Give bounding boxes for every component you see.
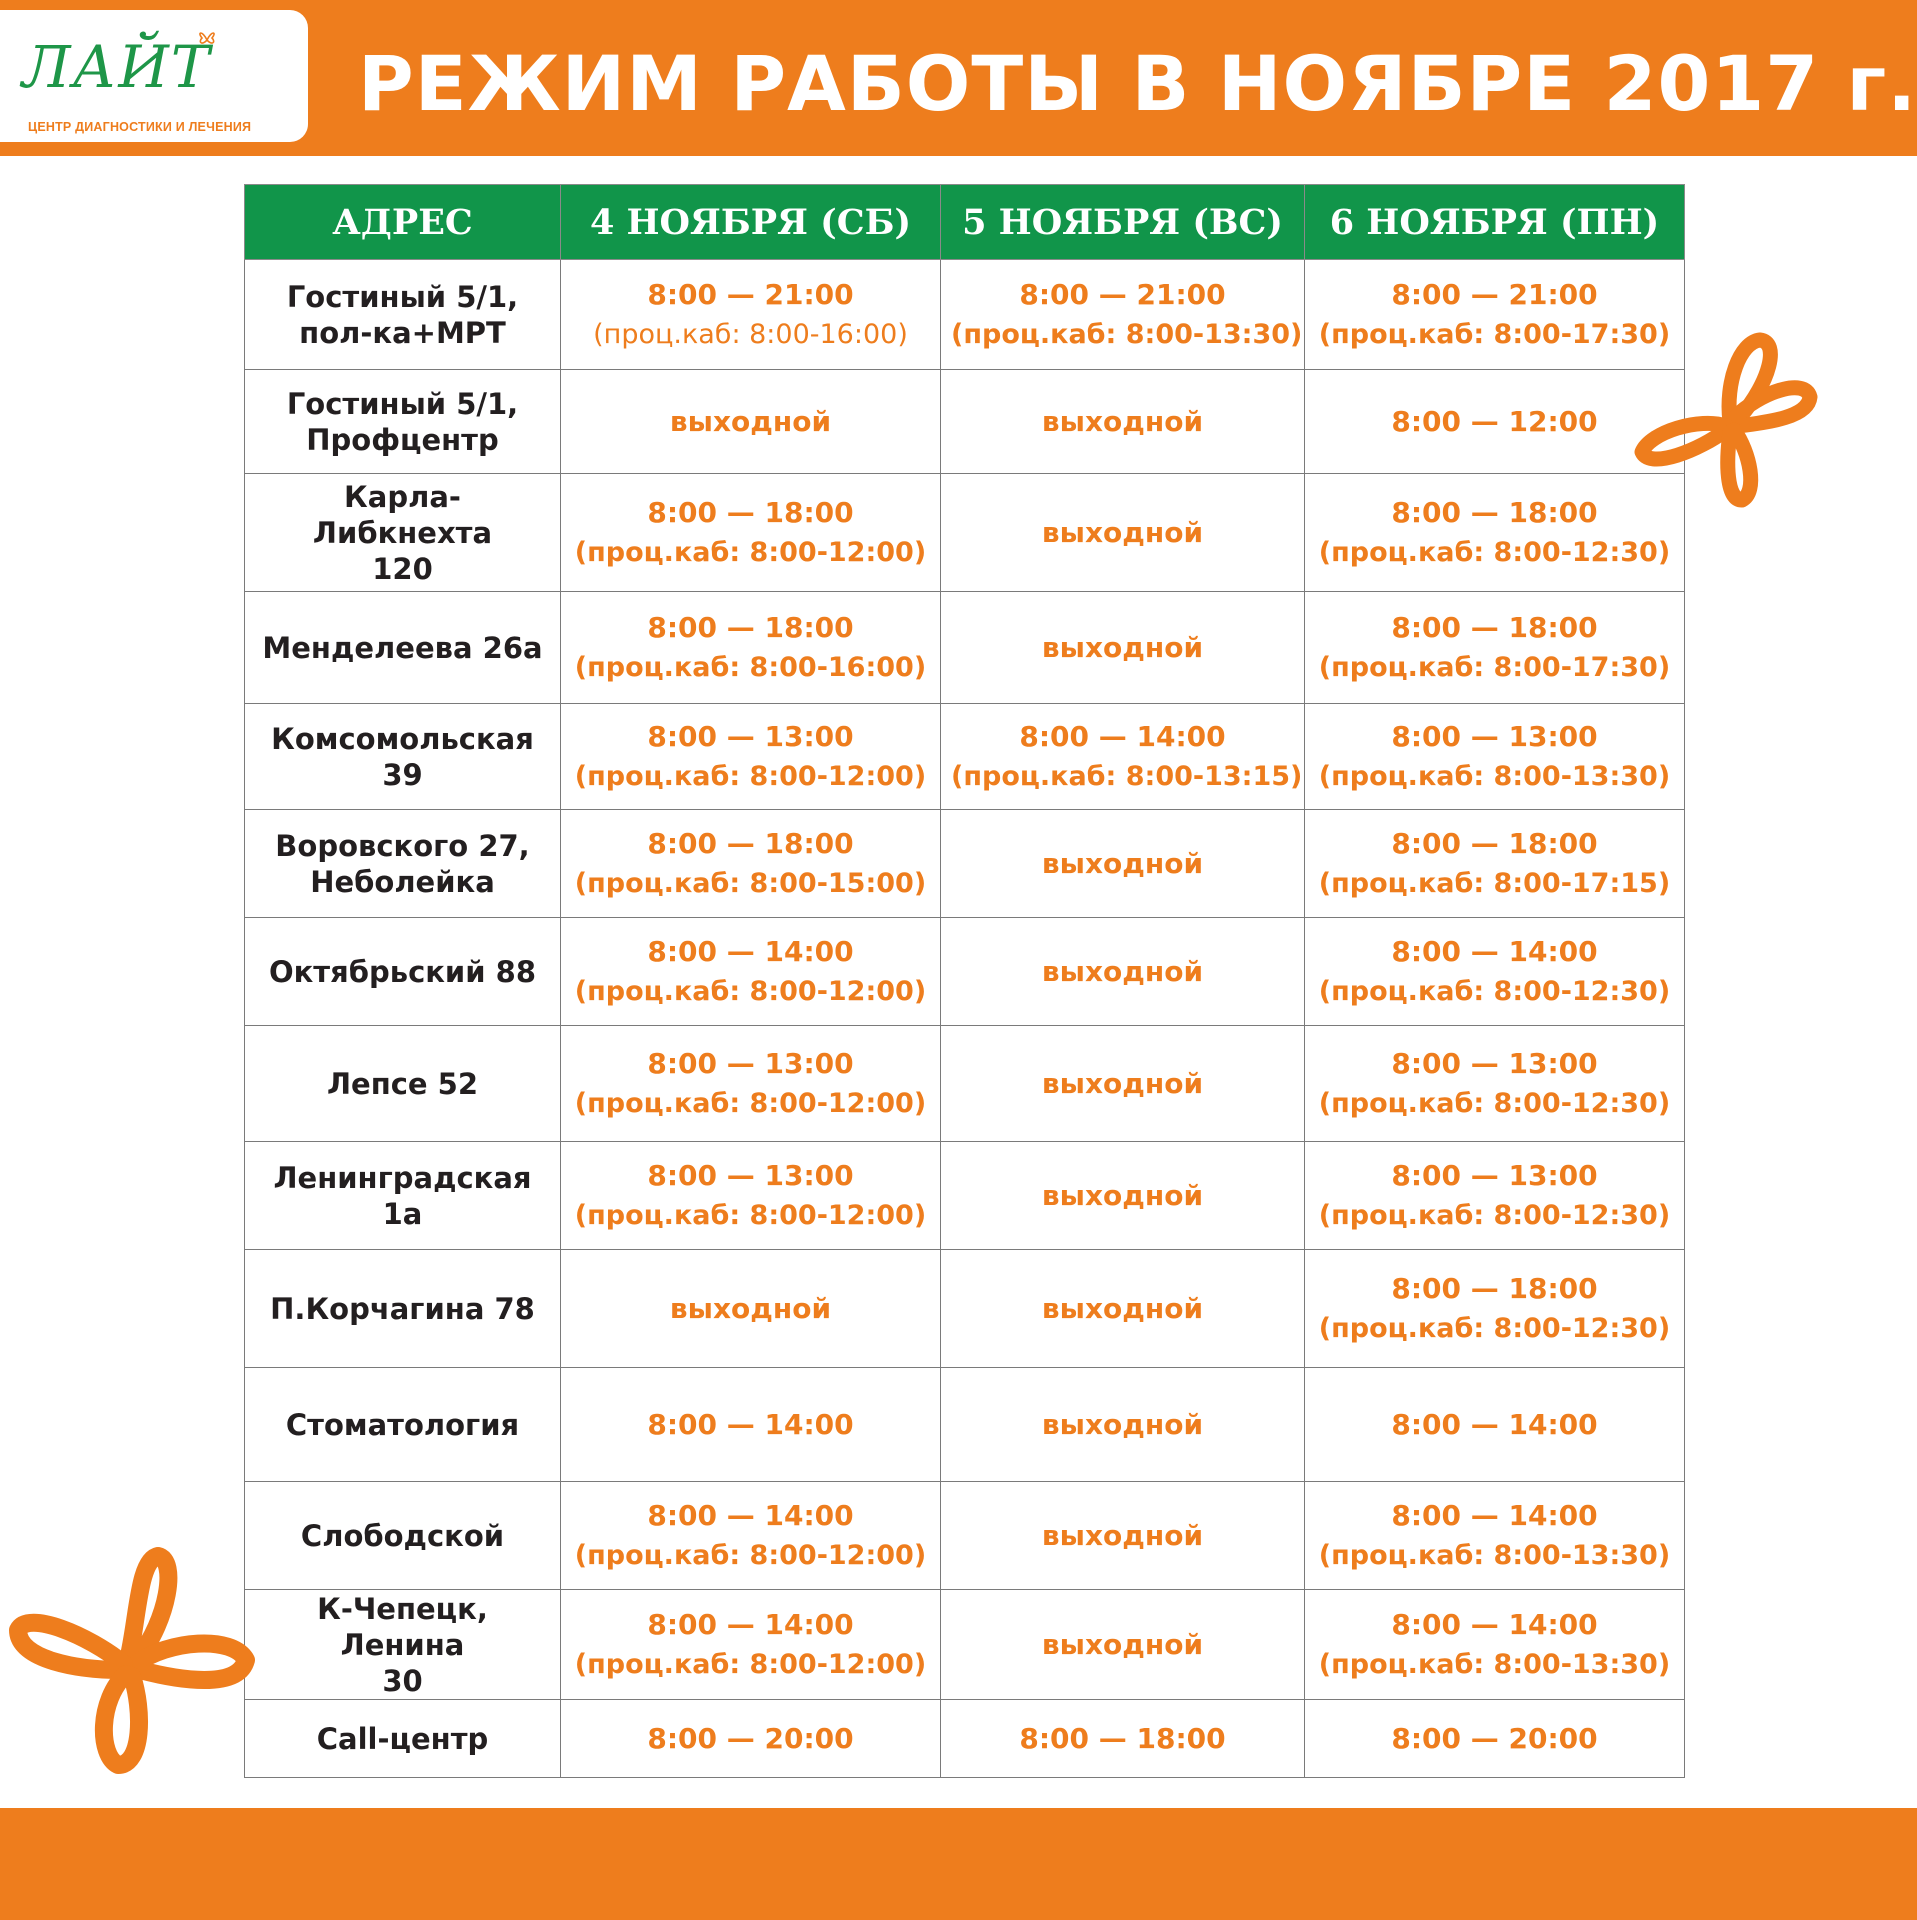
- schedule-cell: [941, 1590, 1305, 1700]
- day-off-label: выходной: [1041, 1178, 1204, 1212]
- address-line: Ленинградская: [273, 1160, 532, 1195]
- column-header-nov-4: 4 НОЯБРЯ (СБ): [561, 185, 941, 260]
- address-cell: [245, 810, 561, 918]
- column-header-nov-6: 6 НОЯБРЯ (ПН): [1305, 185, 1685, 260]
- working-hours: 8:00 — 18:00: [647, 826, 854, 860]
- schedule-cell: [1305, 1700, 1685, 1778]
- address-line: Воровского 27,: [275, 828, 530, 863]
- table-row: [245, 1250, 1685, 1368]
- schedule-cell: [561, 1590, 941, 1700]
- address-line: Call-центр: [316, 1721, 489, 1756]
- day-off-label: выходной: [1041, 515, 1204, 549]
- address-line: Гостиный 5/1,: [286, 279, 519, 314]
- address-line: Неболейка: [310, 864, 495, 899]
- schedule-cell: [561, 1026, 941, 1142]
- table-row: [245, 592, 1685, 704]
- butterfly-decoration-icon: [1630, 322, 1820, 512]
- schedule-cell: [941, 260, 1305, 370]
- address-line: К-Чепецк, Ленина: [317, 1591, 488, 1662]
- schedule-cell: [561, 1142, 941, 1250]
- schedule-cell: [561, 370, 941, 474]
- working-hours: 8:00 — 20:00: [647, 1721, 854, 1755]
- address-line: Слободской: [300, 1518, 505, 1553]
- day-off-label: выходной: [1041, 1291, 1204, 1325]
- working-hours: 8:00 — 14:00: [1019, 719, 1226, 753]
- day-off-label: выходной: [1041, 1627, 1204, 1661]
- address-line: Стоматология: [285, 1407, 520, 1442]
- schedule-cell: [1305, 260, 1685, 370]
- schedule-cell: [561, 1250, 941, 1368]
- working-hours: 8:00 — 14:00: [1391, 934, 1598, 968]
- address-line: Менделеева 26а: [262, 630, 543, 665]
- butterfly-decoration-icon: [8, 1540, 258, 1780]
- schedule-cell: [941, 1142, 1305, 1250]
- table-row: [245, 1590, 1685, 1700]
- working-hours: 8:00 — 13:00: [1391, 1046, 1598, 1080]
- table-row: [245, 474, 1685, 592]
- day-off-label: выходной: [1041, 630, 1204, 664]
- table-row: [245, 1368, 1685, 1482]
- working-hours: 8:00 — 13:00: [1391, 719, 1598, 753]
- working-hours: 8:00 — 14:00: [1391, 1498, 1598, 1532]
- schedule-cell: [941, 1026, 1305, 1142]
- address-cell: [245, 1368, 561, 1482]
- procedure-room-hours: (проц.каб: 8:00-12:30): [1318, 1199, 1671, 1231]
- address-line: Гостиный 5/1,: [286, 386, 519, 421]
- schedule-cell: [561, 474, 941, 592]
- procedure-room-hours: (проц.каб: 8:00-13:30): [1318, 1539, 1671, 1571]
- footer-band: [0, 1808, 1917, 1920]
- day-off-label: выходной: [669, 404, 832, 438]
- address-cell: [245, 474, 561, 592]
- column-header-nov-5: 5 НОЯБРЯ (ВС): [941, 185, 1305, 260]
- schedule-cell: [1305, 474, 1685, 592]
- address-line: 39: [382, 757, 423, 792]
- address-cell: [245, 370, 561, 474]
- day-off-label: выходной: [1041, 846, 1204, 880]
- procedure-room-hours: (проц.каб: 8:00-12:00): [574, 975, 927, 1007]
- schedule-cell: [941, 918, 1305, 1026]
- address-line: Лепсе 52: [326, 1066, 479, 1101]
- address-cell: [245, 1700, 561, 1778]
- schedule-cell: [941, 474, 1305, 592]
- procedure-room-hours: (проц.каб: 8:00-12:00): [574, 1648, 927, 1680]
- address-cell: [245, 704, 561, 810]
- schedule-cell: [1305, 1590, 1685, 1700]
- schedule-cell: [561, 1482, 941, 1590]
- working-hours: 8:00 — 21:00: [1019, 277, 1226, 311]
- day-off-label: выходной: [1041, 1518, 1204, 1552]
- address-cell: [245, 260, 561, 370]
- working-hours: 8:00 — 21:00: [647, 277, 854, 311]
- address-line: 120: [372, 551, 433, 586]
- procedure-room-hours: (проц.каб: 8:00-13:30): [1318, 1648, 1671, 1680]
- working-hours: 8:00 — 14:00: [647, 1407, 854, 1441]
- procedure-room-hours: (проц.каб: 8:00-12:00): [574, 1539, 927, 1571]
- working-hours: 8:00 — 14:00: [647, 934, 854, 968]
- procedure-room-hours: (проц.каб: 8:00-17:30): [1318, 318, 1671, 350]
- working-hours: 8:00 — 18:00: [1391, 495, 1598, 529]
- procedure-room-hours: (проц.каб: 8:00-16:00): [593, 318, 908, 350]
- schedule-cell: [941, 1482, 1305, 1590]
- column-header-address: АДРЕС: [245, 185, 561, 260]
- schedule-cell: [1305, 918, 1685, 1026]
- working-hours: 8:00 — 18:00: [647, 610, 854, 644]
- working-hours: 8:00 — 14:00: [1391, 1607, 1598, 1641]
- working-hours: 8:00 — 13:00: [1391, 1158, 1598, 1192]
- schedule-cell: [1305, 1250, 1685, 1368]
- schedule-cell: [941, 1368, 1305, 1482]
- working-hours: 8:00 — 13:00: [647, 1158, 854, 1192]
- working-hours: 8:00 — 21:00: [1391, 277, 1598, 311]
- address-line: Октябрьский 88: [268, 954, 537, 989]
- table-row: [245, 260, 1685, 370]
- working-hours: 8:00 — 20:00: [1391, 1721, 1598, 1755]
- schedule-cell: [1305, 1368, 1685, 1482]
- schedule-cell: [941, 1700, 1305, 1778]
- table-row: [245, 810, 1685, 918]
- schedule-cell: [561, 1700, 941, 1778]
- table-row: [245, 1142, 1685, 1250]
- working-hours: 8:00 — 14:00: [1391, 1407, 1598, 1441]
- schedule-cell: [1305, 704, 1685, 810]
- address-cell: [245, 1142, 561, 1250]
- address-cell: [245, 1482, 561, 1590]
- address-line: пол-ка+МРТ: [299, 315, 506, 350]
- schedule-cell: [561, 704, 941, 810]
- working-hours: 8:00 — 13:00: [647, 1046, 854, 1080]
- working-hours: 8:00 — 14:00: [647, 1498, 854, 1532]
- schedule-cell: [941, 592, 1305, 704]
- schedule-cell: [561, 260, 941, 370]
- logo: [0, 10, 308, 142]
- working-hours: 8:00 — 18:00: [647, 495, 854, 529]
- table-row: [245, 1700, 1685, 1778]
- schedule-cell: [941, 370, 1305, 474]
- schedule-cell: [561, 592, 941, 704]
- working-hours: 8:00 — 13:00: [647, 719, 854, 753]
- procedure-room-hours: (проц.каб: 8:00-12:00): [574, 1199, 927, 1231]
- procedure-room-hours: (проц.каб: 8:00-12:30): [1318, 536, 1671, 568]
- page-title: РЕЖИМ РАБОТЫ В НОЯБРЕ 2017 г.: [358, 39, 1917, 128]
- address-line: Комсомольская: [271, 721, 534, 756]
- procedure-room-hours: (проц.каб: 8:00-16:00): [574, 651, 927, 683]
- schedule-cell: [1305, 810, 1685, 918]
- schedule-cell: [561, 1368, 941, 1482]
- table-header-row: [245, 185, 1685, 260]
- schedule-cell: [561, 918, 941, 1026]
- address-line: П.Корчагина 78: [270, 1291, 535, 1326]
- procedure-room-hours: (проц.каб: 8:00-17:30): [1318, 651, 1671, 683]
- address-line: 30: [382, 1663, 423, 1698]
- schedule-cell: [561, 810, 941, 918]
- working-hours: 8:00 — 18:00: [1019, 1721, 1226, 1755]
- procedure-room-hours: (проц.каб: 8:00-12:30): [1318, 1087, 1671, 1119]
- working-hours: 8:00 — 12:00: [1391, 404, 1598, 438]
- schedule-cell: [1305, 1142, 1685, 1250]
- procedure-room-hours: (проц.каб: 8:00-12:00): [574, 536, 927, 568]
- schedule-cell: [941, 704, 1305, 810]
- working-hours: 8:00 — 14:00: [647, 1607, 854, 1641]
- schedule-cell: [941, 1250, 1305, 1368]
- schedule-table: [244, 184, 1685, 1778]
- schedule-cell: [1305, 1026, 1685, 1142]
- address-cell: [245, 1026, 561, 1142]
- working-hours: 8:00 — 18:00: [1391, 826, 1598, 860]
- day-off-label: выходной: [669, 1291, 832, 1325]
- working-hours: 8:00 — 18:00: [1391, 1271, 1598, 1305]
- table-row: [245, 704, 1685, 810]
- day-off-label: выходной: [1041, 1407, 1204, 1441]
- procedure-room-hours: (проц.каб: 8:00-12:00): [574, 760, 927, 792]
- procedure-room-hours: (проц.каб: 8:00-12:30): [1318, 975, 1671, 1007]
- table-row: [245, 918, 1685, 1026]
- procedure-room-hours: (проц.каб: 8:00-13:30): [951, 318, 1303, 350]
- schedule-cell: [941, 810, 1305, 918]
- address-cell: [245, 918, 561, 1026]
- day-off-label: выходной: [1041, 954, 1204, 988]
- table-row: [245, 1026, 1685, 1142]
- working-hours: 8:00 — 18:00: [1391, 610, 1598, 644]
- procedure-room-hours: (проц.каб: 8:00-12:30): [1318, 1312, 1671, 1344]
- address-line: Профцентр: [306, 422, 499, 457]
- address-cell: [245, 1250, 561, 1368]
- procedure-room-hours: (проц.каб: 8:00-17:15): [1318, 867, 1671, 899]
- day-off-label: выходной: [1041, 1066, 1204, 1100]
- schedule-cell: [1305, 592, 1685, 704]
- schedule-cell: [1305, 1482, 1685, 1590]
- procedure-room-hours: (проц.каб: 8:00-13:30): [1318, 760, 1671, 792]
- schedule-cell: [1305, 370, 1685, 474]
- address-cell: [245, 592, 561, 704]
- procedure-room-hours: (проц.каб: 8:00-13:15): [951, 760, 1303, 792]
- table-row: [245, 370, 1685, 474]
- logo-wordmark: ЛАЙТ: [22, 33, 212, 101]
- address-line: 1а: [382, 1196, 423, 1231]
- procedure-room-hours: (проц.каб: 8:00-12:00): [574, 1087, 927, 1119]
- day-off-label: выходной: [1041, 404, 1204, 438]
- table-row: [245, 1482, 1685, 1590]
- procedure-room-hours: (проц.каб: 8:00-15:00): [574, 867, 927, 899]
- logo-subtitle: ЦЕНТР ДИАГНОСТИКИ И ЛЕЧЕНИЯ: [28, 120, 252, 134]
- address-line: Карла-Либкнехта: [312, 479, 493, 550]
- address-cell: [245, 1590, 561, 1700]
